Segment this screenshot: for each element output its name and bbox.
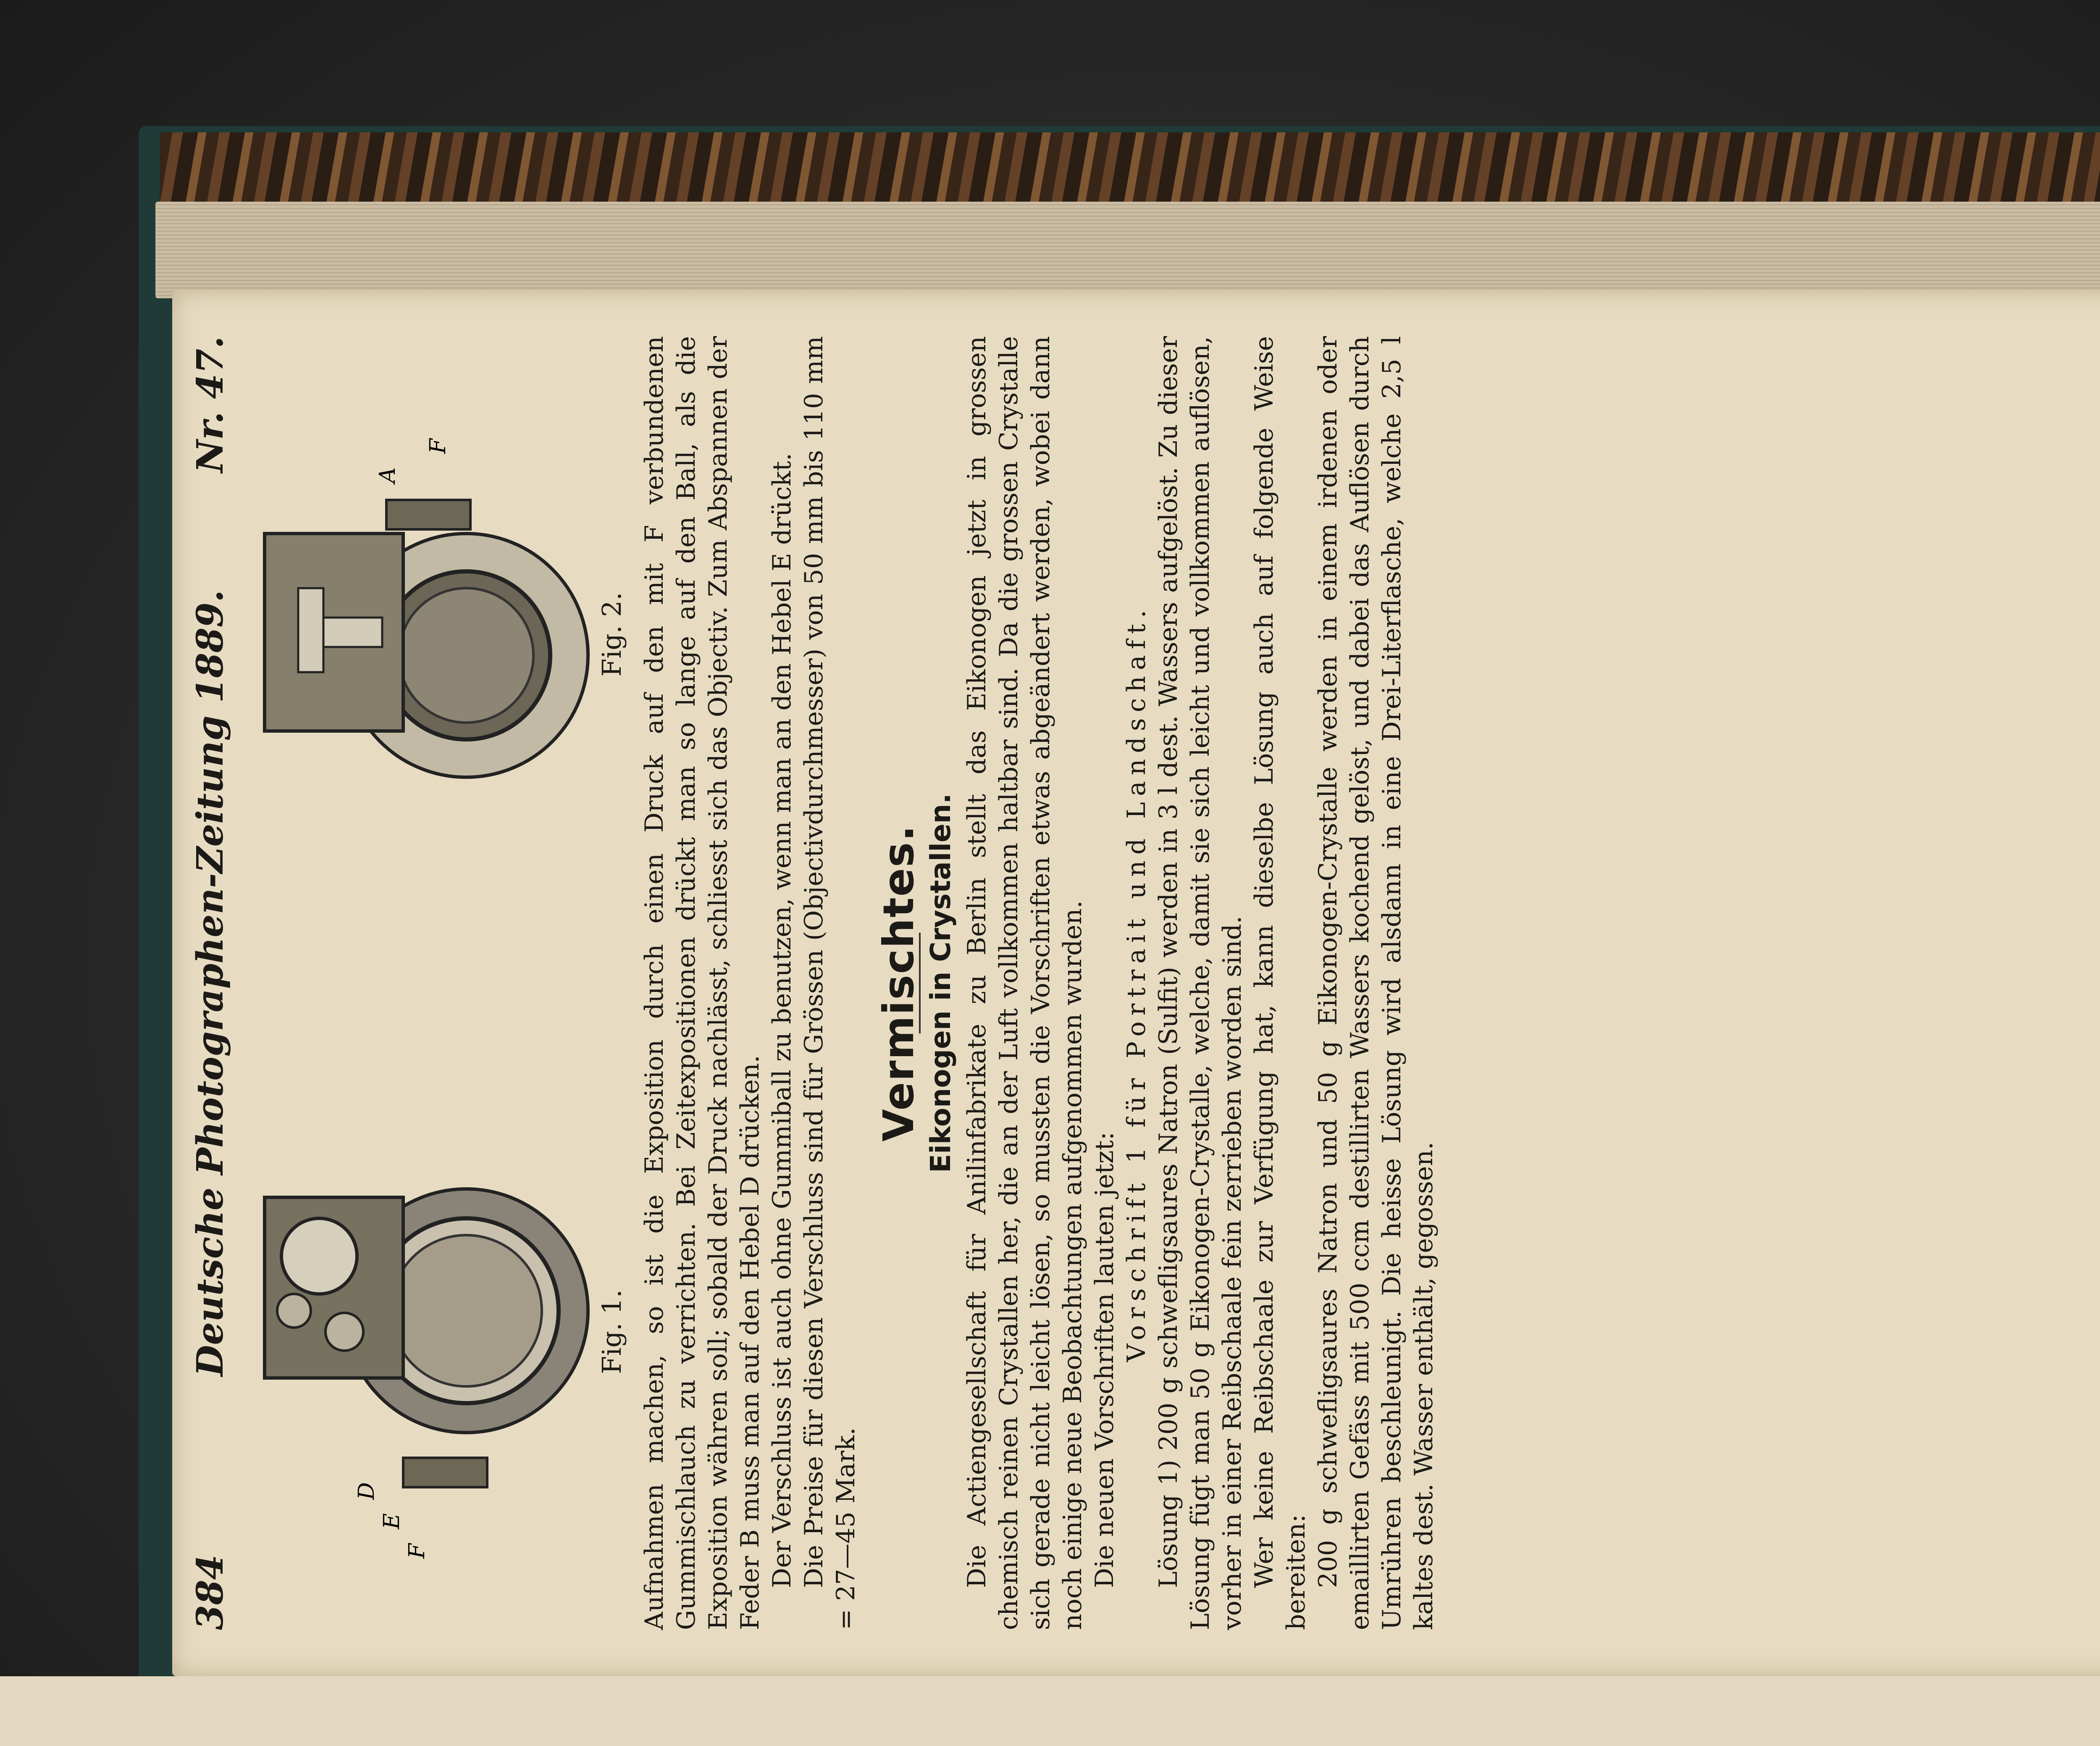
paragraph: Die Preise für diesen Verschluss sind für Grössen (Objectivdurchmesser) von 50 mm bis 110 mm = 27—45 Mark.	[799, 336, 861, 1630]
issue-number: Nr. 47.	[189, 336, 231, 473]
running-header	[189, 336, 235, 1630]
section-subtitle: Eikonogen in Crystallen.	[924, 793, 957, 1173]
paragraph: Wer keine Reibschaale zur Verfügung hat, kann dieselbe Lösung auch auf folgende Weise bereiten:	[1250, 336, 1311, 1630]
shutter-engraving-fig1	[248, 1059, 592, 1605]
figure-1-caption: Fig. 1.	[596, 1289, 627, 1374]
paragraph: Lösung 1) 200 g schwefligsaures Natron (Sulfit) werden in 3 l dest. Wassers aufgelöst. Zu dieser Lösung fügt man 50 g Eikonogen-Crystalle, welche, damit sie sich leicht und vollkommen auflösen, vorher in einer Reibschaale fein zerrieben worden sind.	[1154, 336, 1247, 1630]
paragraph: Die Actiengesellschaft für Anilinfabrikate zu Berlin stellt das Eikonogen jetzt in grossen chemisch reinen Crystallen her, die an der Luft vollkommen haltbar sind. Da die grossen Crystalle sich gerade nicht leicht lösen, so mussten die Vorschriften etwas abgeändert werden, wobei dann noch einige neue Beobachtungen aufgenommen wurden.	[962, 336, 1087, 1630]
marbled-edge	[160, 132, 2100, 208]
label-A: A	[375, 467, 400, 483]
article-body	[638, 336, 1440, 1630]
page-number: 384	[189, 1554, 231, 1630]
label-E: E	[379, 1513, 404, 1529]
underlying-page	[0, 1676, 2100, 1746]
rotated-page-content	[172, 311, 2100, 1655]
paragraph: 200 g schwefligsaures Natron und 50 g Eikonogen-Crystalle werden in einem irdenen oder emaillirten Gefäss mit 500 ccm destillirten Wassers kochend gelöst, und dabei das Auflösen durch Umrühren beschleunigt. Die heisse Lösung wird alsdann in eine Drei-Literflasche, welche 2,5 l kaltes dest. Wasser enthält, gegossen.	[1313, 336, 1438, 1630]
figures	[248, 361, 668, 1605]
paragraph: Die neuen Vorschriften lauten jetzt:	[1090, 1131, 1119, 1588]
paragraph: Der Verschluss ist auch ohne Gummiball zu benutzen, wenn man an den Hebel E drückt.	[767, 453, 797, 1588]
figure-2-caption: Fig. 2.	[596, 592, 627, 677]
label-F: F	[404, 1543, 430, 1559]
section-title: Vermischtes.	[874, 824, 923, 1142]
figure-2	[248, 361, 626, 907]
shutter-engraving-fig2	[248, 361, 592, 907]
journal-title: Deutsche Photographen-Zeitung 1889.	[189, 589, 231, 1377]
label-D: D	[354, 1482, 379, 1500]
label-F2: F	[425, 438, 451, 454]
book-page	[172, 290, 2100, 1676]
recipe-heading: Vorschrift 1 für Portrait und Landschaft.	[1122, 604, 1151, 1362]
figure-1	[248, 1059, 626, 1605]
page-fore-edge	[155, 202, 2100, 298]
paragraph: Aufnahmen machen, so ist die Exposition durch einen Druck auf den mit F verbundenen Gummischlauch zu verrichten. Bei Zeitexpositionen drückt man so lange auf den Ball, als die Exposition währen soll; sobald der Druck nachlässt, schliesst sich das Objectiv. Zum Abspannen der Feder B muss man auf den Hebel D drücken.	[640, 336, 765, 1630]
